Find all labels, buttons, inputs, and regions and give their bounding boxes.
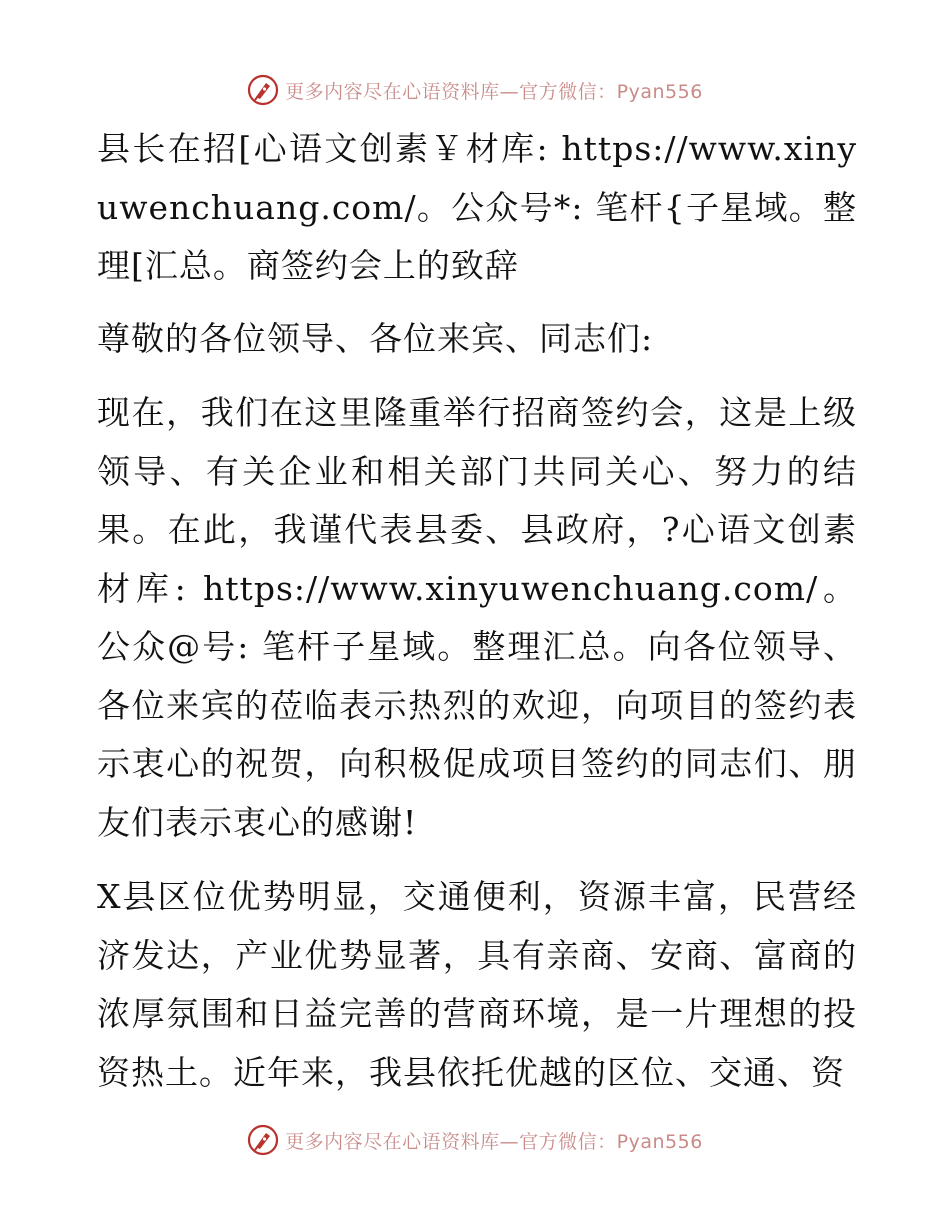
document-body [97,120,857,1118]
header-banner [0,70,950,110]
footer-banner-main: 更多内容尽在心语资料库 [285,1130,500,1153]
paragraph-county-intro: X县区位优势明显，交通便利，资源丰富，民营经济发达，产业优势显著，具有亲商、安商、富商的浓厚氛围和日益完善的营商环境，是一片理想的投资热土。近年来，我县依托优越的区位、交通、资 [97,877,857,1092]
header-banner-wechat: 官方微信：Pyan556 [519,80,703,103]
footer-banner [0,1120,950,1160]
pen-nib-logo-icon [247,1124,279,1156]
header-banner-main: 更多内容尽在心语资料库 [285,80,500,103]
header-banner-separator: — [499,80,520,103]
paragraph-welcome: 现在，我们在这里隆重举行招商签约会，这是上级领导、有关企业和相关部门共同关心、努力的结果。在此，我谨代表县委、县政府，?心语文创素材库: https://www.xinyuwenchuang.com/。公众@号: 笔杆子星域。整理汇总。向各位领导、各位来宾的莅临表示热烈的欢迎，向项目的签约表示衷心的祝贺，向积极促成项目签约的同志们、朋友们表示衷心的感谢! [97,393,857,842]
footer-banner-separator: — [499,1130,520,1153]
paragraph-salutation: 尊敬的各位领导、各位来宾、同志们: [97,318,654,358]
document-title: 县长在招[心语文创素￥材库: https://www.xinyuwenchuang.com/。公众号*: 笔杆{子星域。整理[汇总。商签约会上的致辞 [97,129,857,285]
header-banner-text [285,77,703,104]
footer-banner-text [285,1127,703,1154]
pen-nib-logo-icon [247,74,279,106]
footer-banner-wechat: 官方微信：Pyan556 [519,1130,703,1153]
